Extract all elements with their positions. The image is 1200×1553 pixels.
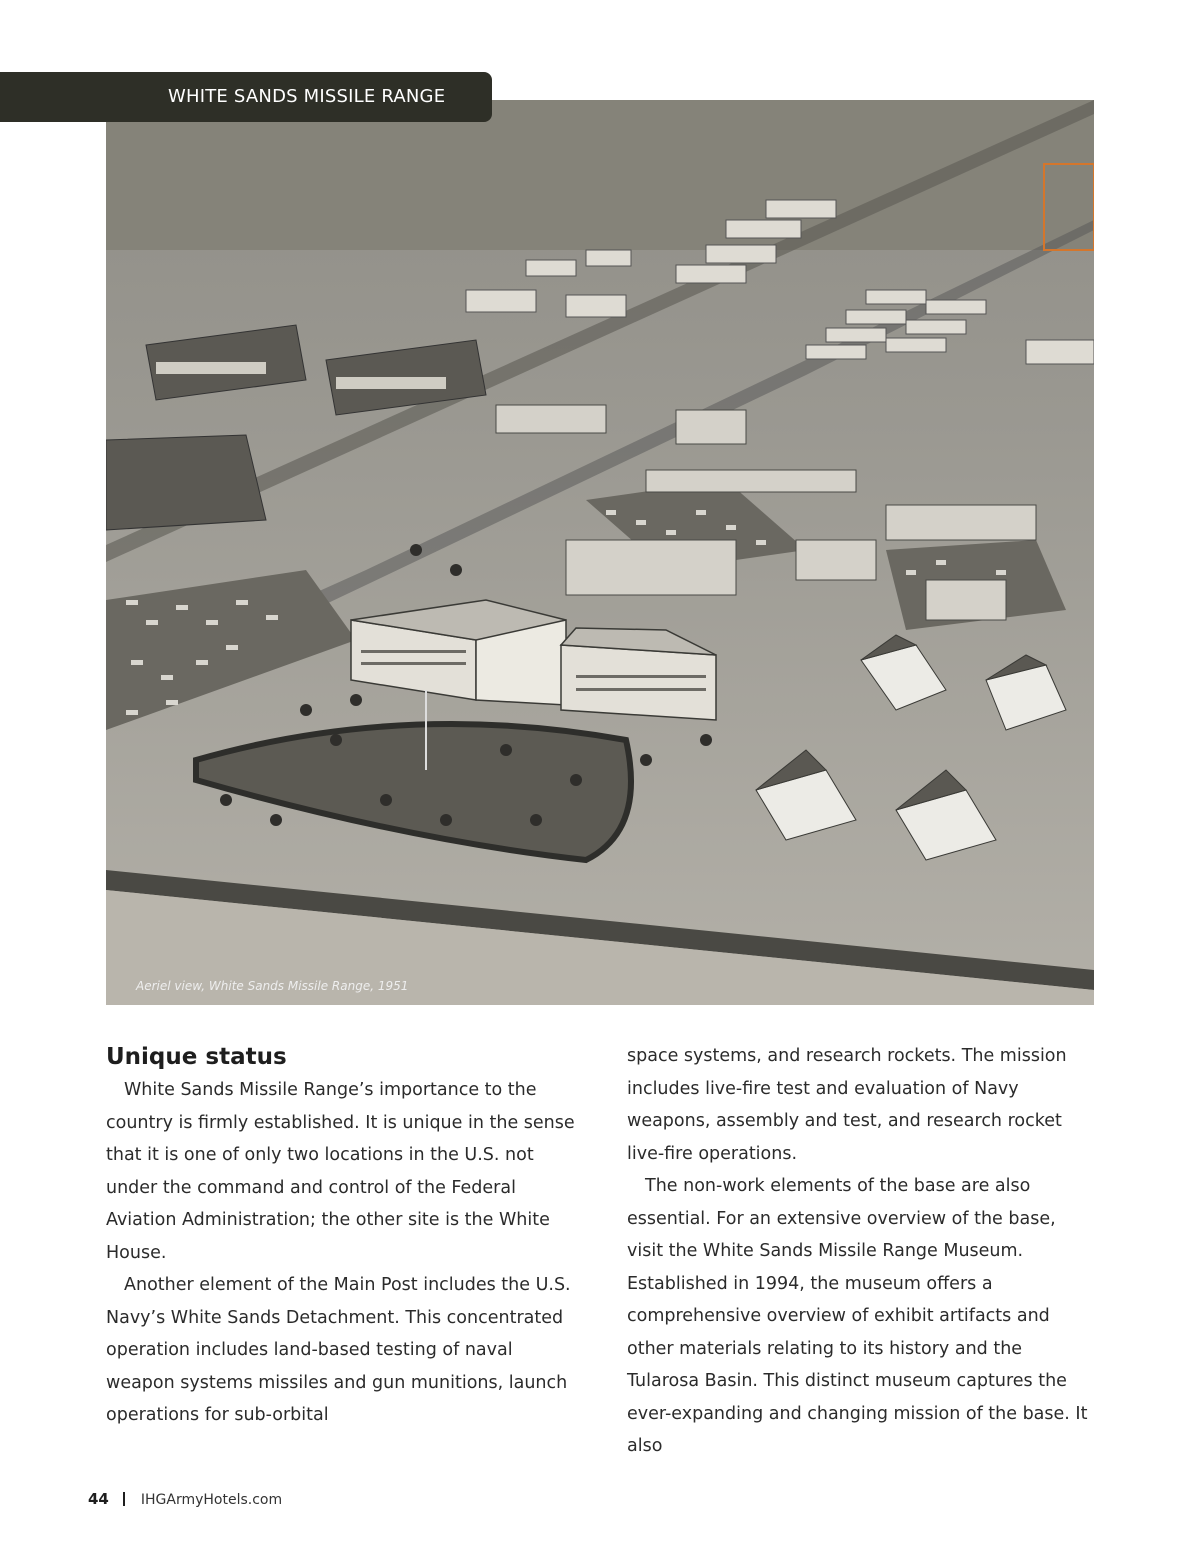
page-number: 44 [88, 1490, 109, 1508]
photo-caption: Aeriel view, White Sands Missile Range, 1951 [136, 979, 409, 993]
paragraph: White Sands Missile Range’s importance to the country is firmly established. It is unique in the sense that it is one of only two locations in the U.S. not under the command and control of the Federal Aviation Administration; the other site is the White House. [106, 1080, 575, 1263]
section-title: WHITE SANDS MISSILE RANGE [168, 86, 446, 107]
footer-site: IHGArmyHotels.com [140, 1492, 283, 1508]
article-heading: Unique status [106, 1044, 287, 1070]
paragraph: The non-work elements of the base are also essential. For an extensive overview of the base, visit the White Sands Missile Range Museum. Established in 1994, the museum offers a comprehensive overview of exhibit artifacts and other materials relating to its history and the Tularosa Basin. This distinct museum captures the ever-expanding and changing mission of the base. It also [627, 1176, 1088, 1456]
paragraph: space systems, and research rockets. The mission includes live-fire test and evaluation of Navy weapons, assembly and test, and research rocket live-fire operations. [627, 1046, 1067, 1164]
article-right-column [627, 1040, 1097, 1463]
footer-divider [123, 1492, 125, 1506]
paragraph: Another element of the Main Post includes the U.S. Navy’s White Sands Detachment. This concentrated operation includes land-based testing of naval weapon systems missiles and gun munitions, launch operations for sub-orbital [106, 1275, 571, 1425]
page-footer [88, 1490, 282, 1508]
article-left-column [106, 1040, 576, 1432]
aerial-photo-illustration [106, 100, 1094, 1005]
aerial-photo [106, 100, 1094, 1005]
section-tab [0, 72, 492, 122]
